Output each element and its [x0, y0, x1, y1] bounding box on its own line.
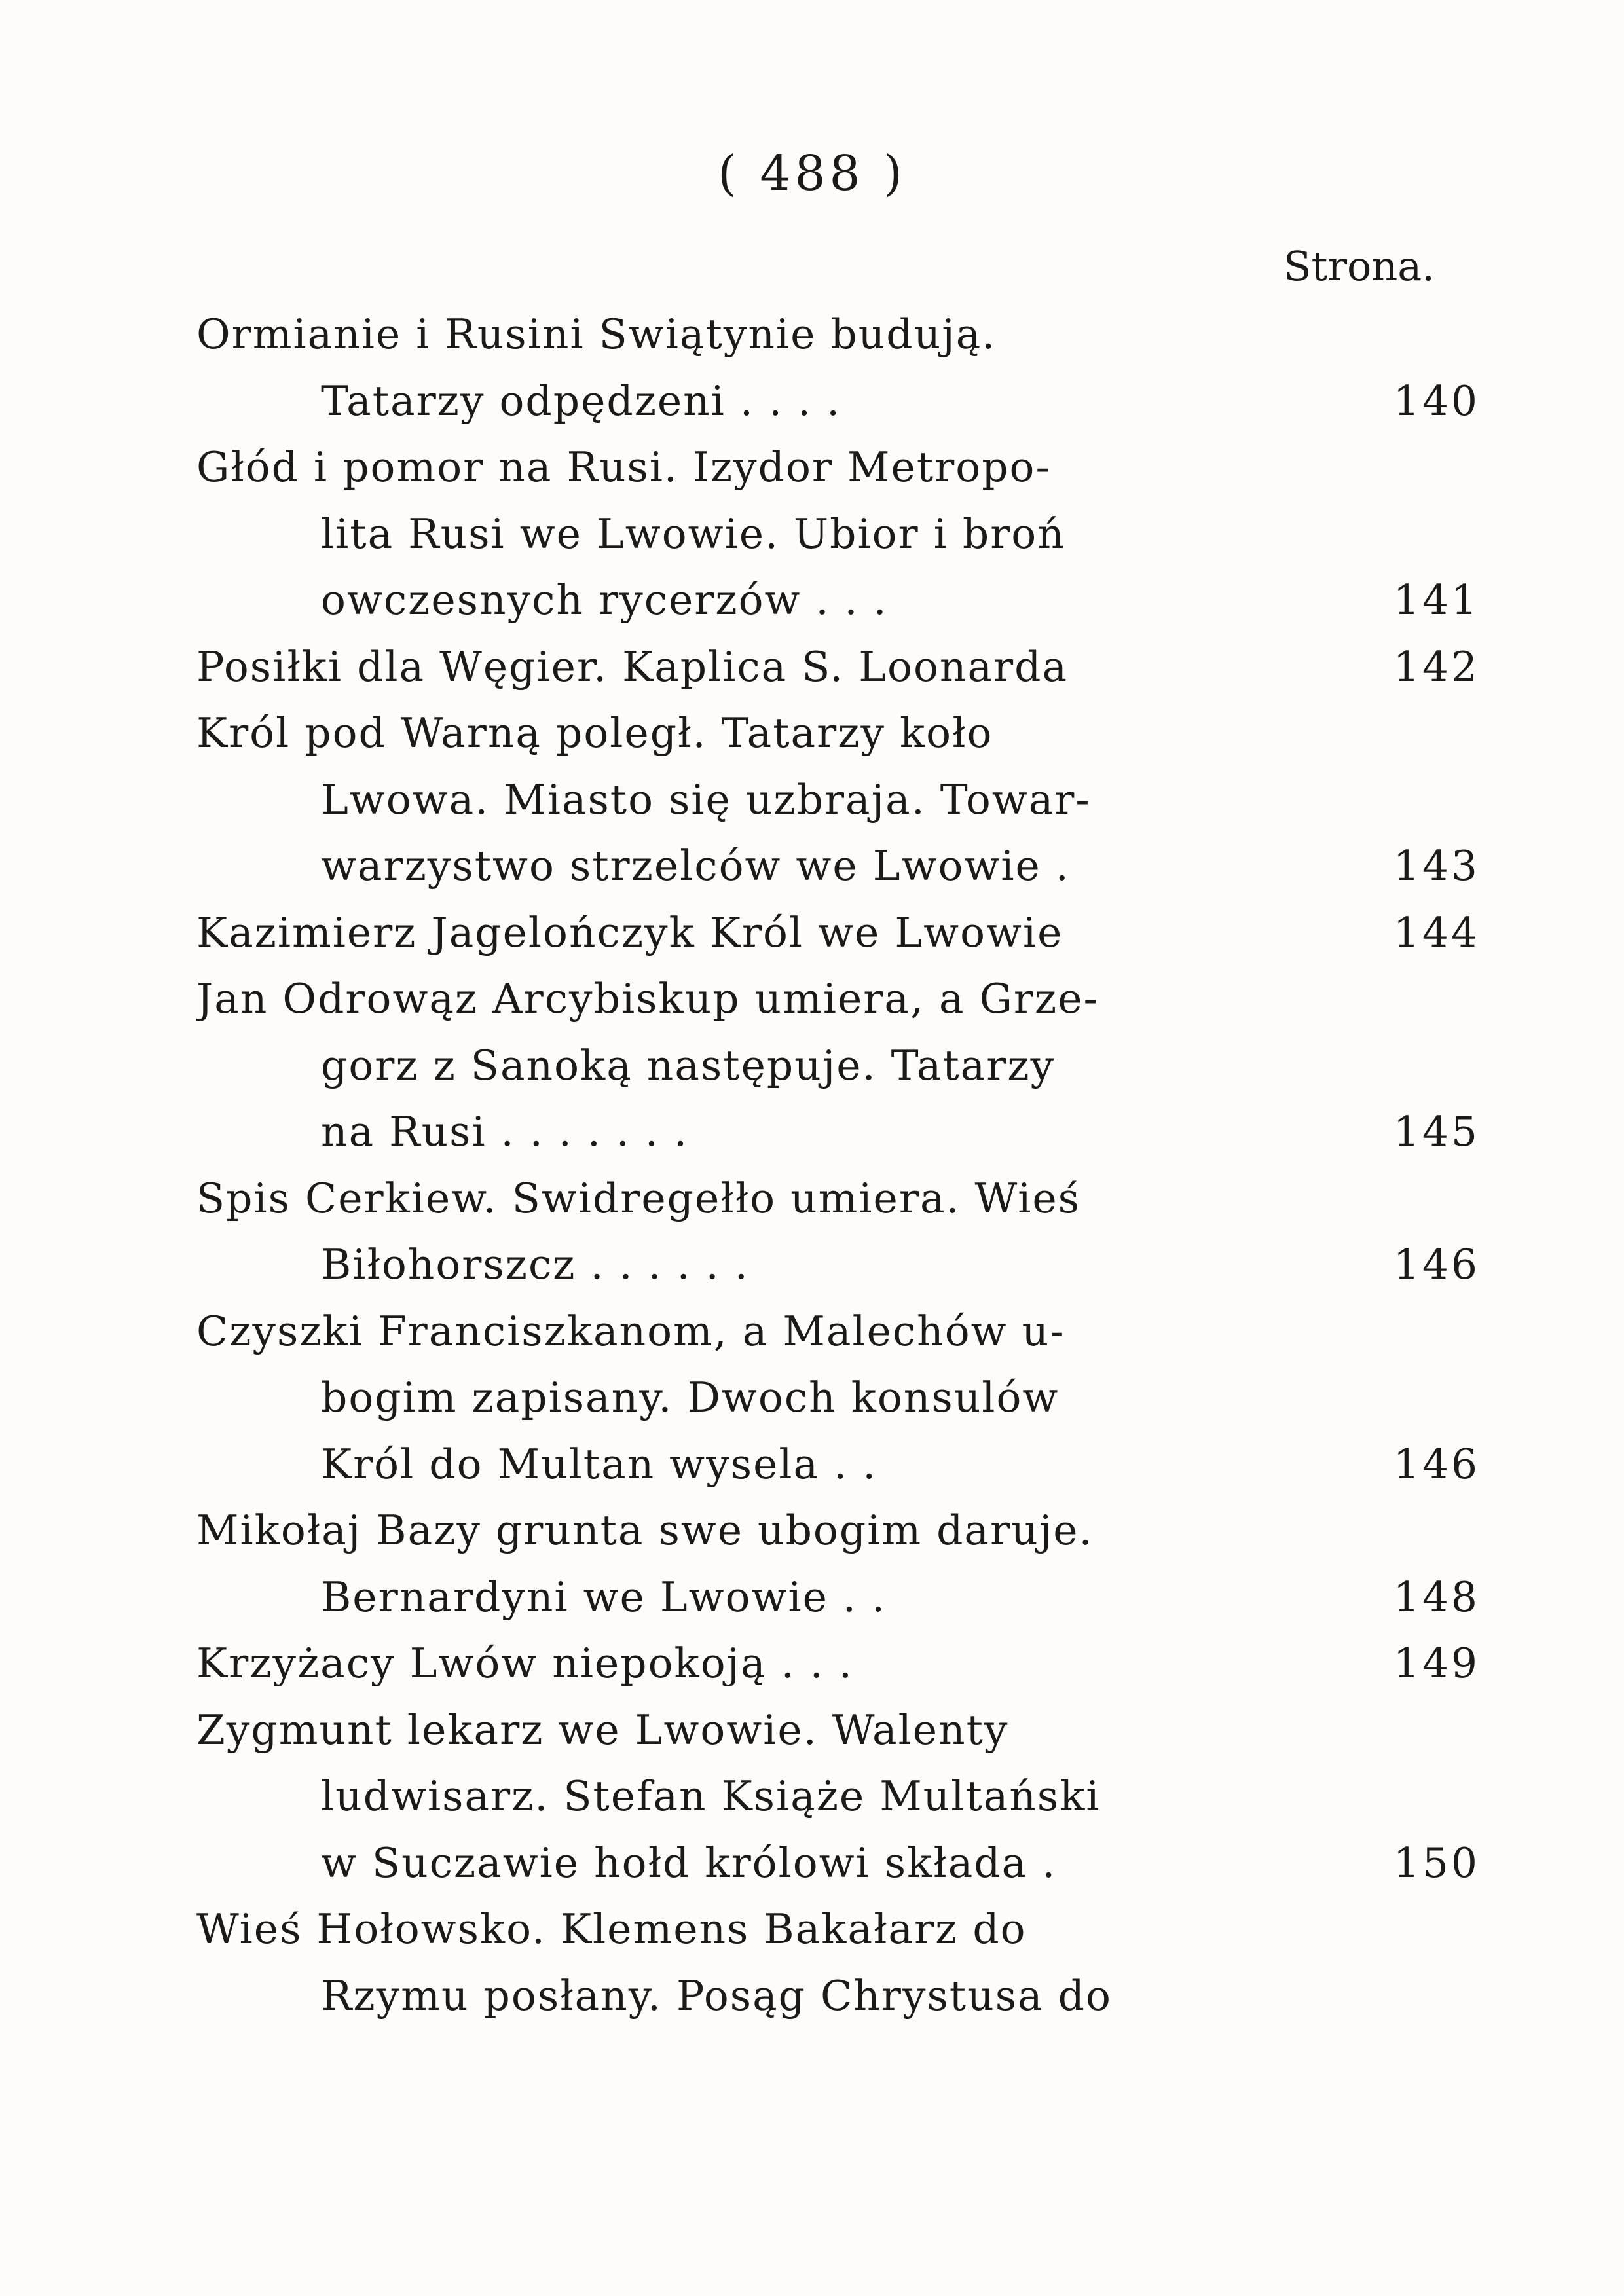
toc-entry-text: Kazimierz Jagelończyk Król we Lwowie: [196, 908, 1063, 957]
toc-line: [196, 1169, 1480, 1235]
toc-page-number: 142: [1393, 642, 1480, 691]
toc-entry-text: Lwowa. Miasto się uzbraja. Towar-: [321, 775, 1091, 824]
toc-line: [196, 1036, 1480, 1102]
toc-line: [196, 437, 1480, 504]
toc-entry-text: Król pod Warną poległ. Tatarzy koło: [196, 709, 993, 757]
toc-entry-text: Tatarzy odpędzeni . . . .: [321, 376, 841, 425]
toc-page-number: 143: [1393, 842, 1480, 890]
toc-line: [196, 969, 1480, 1036]
toc-line: [196, 304, 1480, 371]
toc-line: [196, 1235, 1480, 1302]
toc-entry-text: Król do Multan wysela . .: [321, 1440, 877, 1488]
toc-page-number: 141: [1393, 576, 1480, 624]
toc-line: [196, 1700, 1480, 1767]
toc-line: [196, 1434, 1480, 1501]
toc-line: [196, 1368, 1480, 1434]
toc-page-number: 146: [1393, 1440, 1480, 1488]
toc-line: [196, 703, 1480, 770]
toc-line: [196, 1633, 1480, 1700]
toc-line: [196, 637, 1480, 704]
toc-entry-text: Wieś Hołowsko. Klemens Bakałarz do: [196, 1905, 1027, 1953]
toc-line: [196, 504, 1480, 571]
toc-page-number: 150: [1393, 1838, 1480, 1887]
toc-entry-text: w Suczawie hołd królowi składa .: [321, 1838, 1057, 1887]
toc-entry-text: Krzyżacy Lwów niepokoją . . .: [196, 1639, 853, 1687]
toc-entry-text: Czyszki Franciszkanom, a Malechów u-: [196, 1307, 1065, 1355]
toc-entry-text: Mikołaj Bazy grunta swe ubogim daruje.: [196, 1506, 1094, 1554]
toc-entry-text: Posiłki dla Węgier. Kaplica S. Loonarda: [196, 642, 1069, 691]
toc-page-number: 140: [1393, 376, 1480, 425]
toc-line: [196, 1102, 1480, 1169]
toc-entry-text: na Rusi . . . . . . .: [321, 1108, 689, 1156]
toc-entry-text: warzystwo strzelców we Lwowie .: [321, 842, 1070, 890]
toc-entry-text: owczesnych rycerzów . . .: [321, 576, 888, 624]
toc-entry-text: ludwisarz. Stefan Książe Multański: [321, 1772, 1101, 1820]
toc-page-number: 148: [1393, 1573, 1480, 1621]
toc-entry-text: gorz z Sanoką następuje. Tatarzy: [321, 1041, 1056, 1089]
toc-page-number: 144: [1393, 908, 1480, 957]
toc-page-number: 145: [1393, 1108, 1480, 1156]
toc-entry-text: Jan Odrowąz Arcybiskup umiera, a Grze-: [196, 975, 1099, 1023]
table-of-contents: [196, 304, 1480, 2032]
toc-page-number: 149: [1393, 1639, 1480, 1687]
toc-line: [196, 371, 1480, 438]
page-column-header: Strona.: [1283, 242, 1435, 290]
toc-line: [196, 1899, 1480, 1966]
toc-entry-text: Rzymu posłany. Posąg Chrystusa do: [321, 1971, 1112, 2020]
toc-entry-text: Głód i pomor na Rusi. Izydor Metropo-: [196, 443, 1051, 491]
toc-page-number: 146: [1393, 1241, 1480, 1288]
toc-line: [196, 570, 1480, 637]
toc-entry-text: Biłohorszcz . . . . . .: [321, 1241, 749, 1288]
toc-line: [196, 903, 1480, 970]
toc-line: [196, 1833, 1480, 1900]
toc-line: [196, 1501, 1480, 1567]
toc-line: [196, 1567, 1480, 1634]
toc-entry-text: Zygmunt lekarz we Lwowie. Walenty: [196, 1705, 1009, 1754]
toc-entry-text: Ormianie i Rusini Swiątynie budują.: [196, 310, 997, 358]
toc-line: [196, 1302, 1480, 1368]
toc-line: [196, 836, 1480, 903]
page-number: ( 488 ): [717, 145, 907, 202]
toc-entry-text: bogim zapisany. Dwoch konsulów: [321, 1374, 1060, 1421]
toc-line: [196, 1966, 1480, 2033]
toc-entry-text: Spis Cerkiew. Swidregełło umiera. Wieś: [196, 1174, 1080, 1222]
toc-entry-text: Bernardyni we Lwowie . .: [321, 1573, 887, 1621]
toc-entry-text: lita Rusi we Lwowie. Ubior i broń: [321, 509, 1065, 558]
toc-line: [196, 1766, 1480, 1833]
toc-line: [196, 770, 1480, 837]
